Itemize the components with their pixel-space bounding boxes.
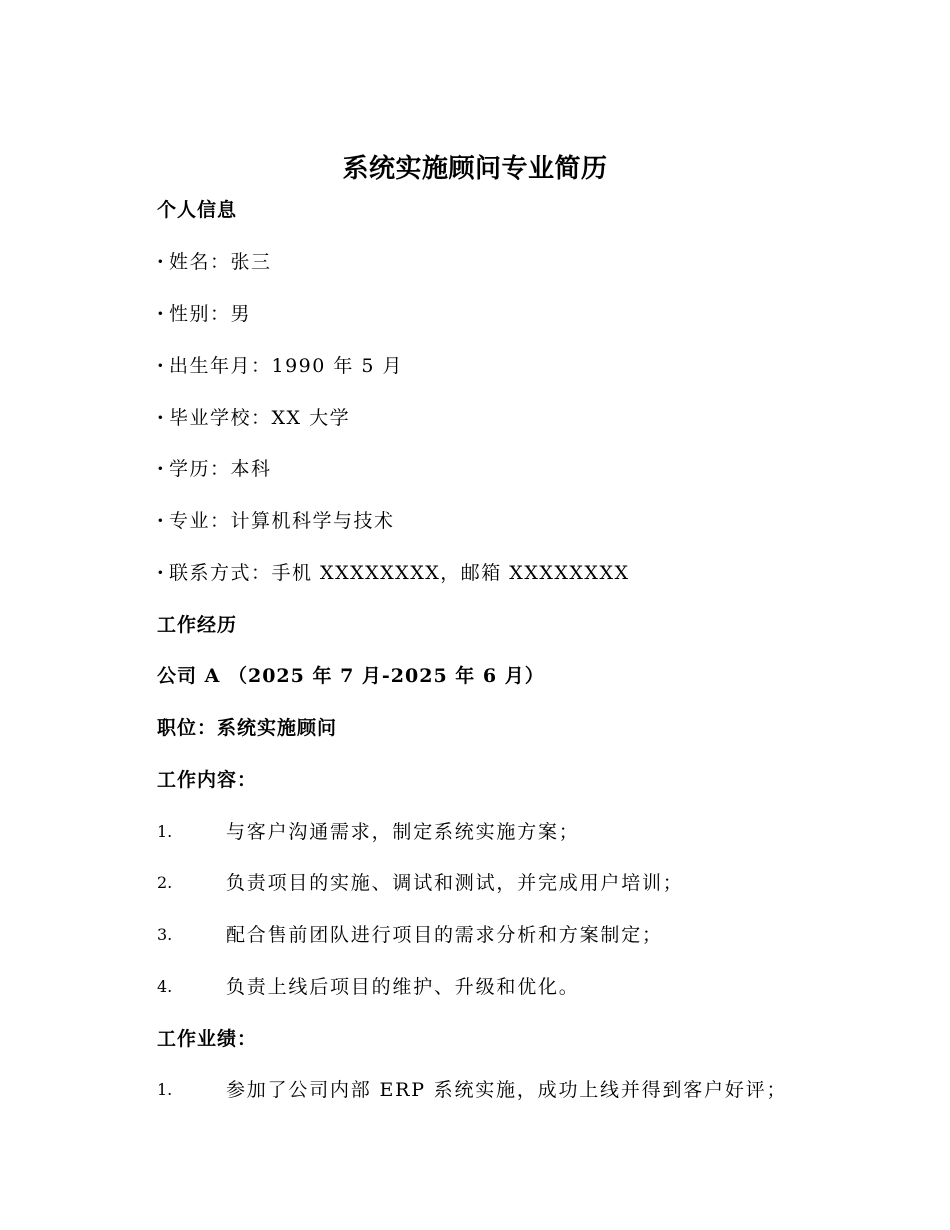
personal-info-text: 出生年月：1990 年 5 月 bbox=[169, 355, 404, 377]
bullet-marker: · bbox=[157, 303, 166, 325]
resume-title: 系统实施顾问专业简历 bbox=[342, 154, 608, 184]
personal-info-text: 专业：计算机科学与技术 bbox=[169, 510, 395, 532]
personal-info-item bbox=[157, 560, 630, 586]
work-content-heading: 工作内容： bbox=[157, 769, 258, 791]
achievements-heading: 工作业绩： bbox=[157, 1028, 258, 1050]
bullet-marker: · bbox=[157, 562, 166, 584]
bullet-marker: · bbox=[157, 407, 166, 429]
work-content-item: 负责项目的实施、调试和测试，并完成用户培训； bbox=[226, 872, 684, 894]
personal-info-item bbox=[157, 249, 272, 275]
work-experience-heading: 工作经历 bbox=[157, 614, 238, 636]
bullet-marker: · bbox=[157, 355, 166, 377]
company-line: 公司 A （2025 年 7 月-2025 年 6 月） bbox=[157, 665, 545, 687]
list-number: 3. bbox=[157, 925, 173, 944]
achievement-item: 参加了公司内部 ERP 系统实施，成功上线并得到客户好评； bbox=[226, 1079, 788, 1101]
personal-info-item bbox=[157, 405, 350, 431]
list-number: 2. bbox=[157, 873, 173, 892]
personal-info-text: 联系方式：手机 XXXXXXXX，邮箱 XXXXXXXX bbox=[169, 562, 630, 584]
list-number: 1. bbox=[157, 1080, 173, 1099]
position-line: 职位：系统实施顾问 bbox=[157, 717, 338, 739]
personal-info-text: 性别：男 bbox=[169, 303, 252, 325]
work-content-item: 负责上线后项目的维护、升级和优化。 bbox=[226, 976, 580, 998]
work-content-item: 配合售前团队进行项目的需求分析和方案制定； bbox=[226, 924, 663, 946]
personal-info-item bbox=[157, 508, 395, 534]
bullet-marker: · bbox=[157, 458, 166, 480]
personal-info-text: 姓名：张三 bbox=[169, 251, 272, 273]
work-content-item: 与客户沟通需求，制定系统实施方案； bbox=[226, 821, 580, 843]
bullet-marker: · bbox=[157, 510, 166, 532]
personal-info-text: 毕业学校：XX 大学 bbox=[169, 407, 351, 429]
personal-info-heading: 个人信息 bbox=[157, 199, 238, 221]
personal-info-item bbox=[157, 456, 272, 482]
list-number: 4. bbox=[157, 977, 173, 996]
personal-info-item bbox=[157, 353, 403, 379]
personal-info-text: 学历：本科 bbox=[169, 458, 272, 480]
list-number: 1. bbox=[157, 822, 173, 841]
personal-info-item bbox=[157, 301, 251, 327]
bullet-marker: · bbox=[157, 251, 166, 273]
